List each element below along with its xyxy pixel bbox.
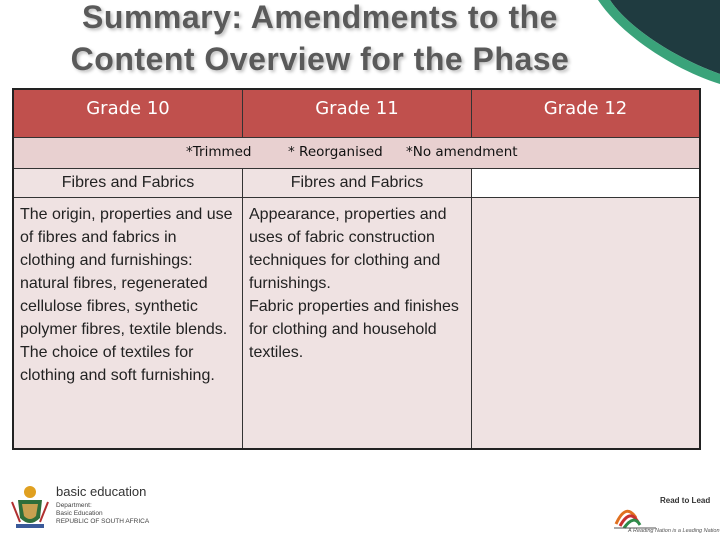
content-grade-12	[472, 198, 699, 448]
read-to-lead-tagline: A Reading Nation is a Leading Nation	[628, 528, 720, 534]
topic-row	[14, 169, 699, 198]
topic-grade-12	[472, 169, 699, 197]
read-to-lead-name: Read to Lead	[660, 496, 711, 505]
grade-11-content-para-2: Fabric properties and finishes for clothing and household textiles.	[249, 298, 459, 361]
legend-trimmed: *Trimmed	[186, 144, 252, 160]
legend-reorganised: * Reorganised	[288, 144, 383, 160]
logo-sub-line-3: REPUBLIC OF SOUTH AFRICA	[56, 518, 150, 525]
amendments-table	[12, 88, 701, 450]
topic-grade-10: Fibres and Fabrics	[14, 169, 243, 197]
title-line-2: Content Overview for the Phase	[70, 41, 570, 77]
basic-education-logo	[10, 482, 150, 534]
logo-sub-line-1: Department:	[56, 502, 92, 509]
header-grade-12: Grade 12	[543, 98, 628, 119]
page-title	[0, 0, 640, 80]
basic-education-subtitle	[56, 502, 149, 526]
grade-header-row	[14, 90, 699, 138]
topic-grade-11: Fibres and Fabrics	[243, 169, 472, 197]
content-grade-11	[243, 198, 472, 448]
logo-sub-line-2: Basic Education	[56, 510, 103, 517]
read-to-lead-logo	[612, 494, 720, 538]
grade-11-content-para-1: Appearance, properties and uses of fabric construction techniques for clothing and furnishings.	[249, 206, 447, 292]
title-line-1: Summary: Amendments to the	[82, 0, 558, 35]
basic-education-name: basic education	[56, 484, 147, 499]
content-row	[14, 198, 699, 448]
grade-10-content-text: The origin, properties and use of fibres and fabrics in clothing and furnishings: natural fibres, regenerated cellulose fibres, synthetic polymer fibres, textile blends. The choice of textiles for clothing and soft furnishing.	[20, 206, 233, 384]
header-grade-10: Grade 10	[14, 90, 243, 137]
open-book-icon	[612, 498, 658, 532]
content-grade-10	[14, 198, 243, 448]
coat-of-arms-icon	[10, 482, 50, 532]
legend-row	[14, 138, 699, 169]
legend-no-amendment: *No amendment	[406, 144, 518, 160]
header-grade-11: Grade 11	[243, 90, 472, 137]
